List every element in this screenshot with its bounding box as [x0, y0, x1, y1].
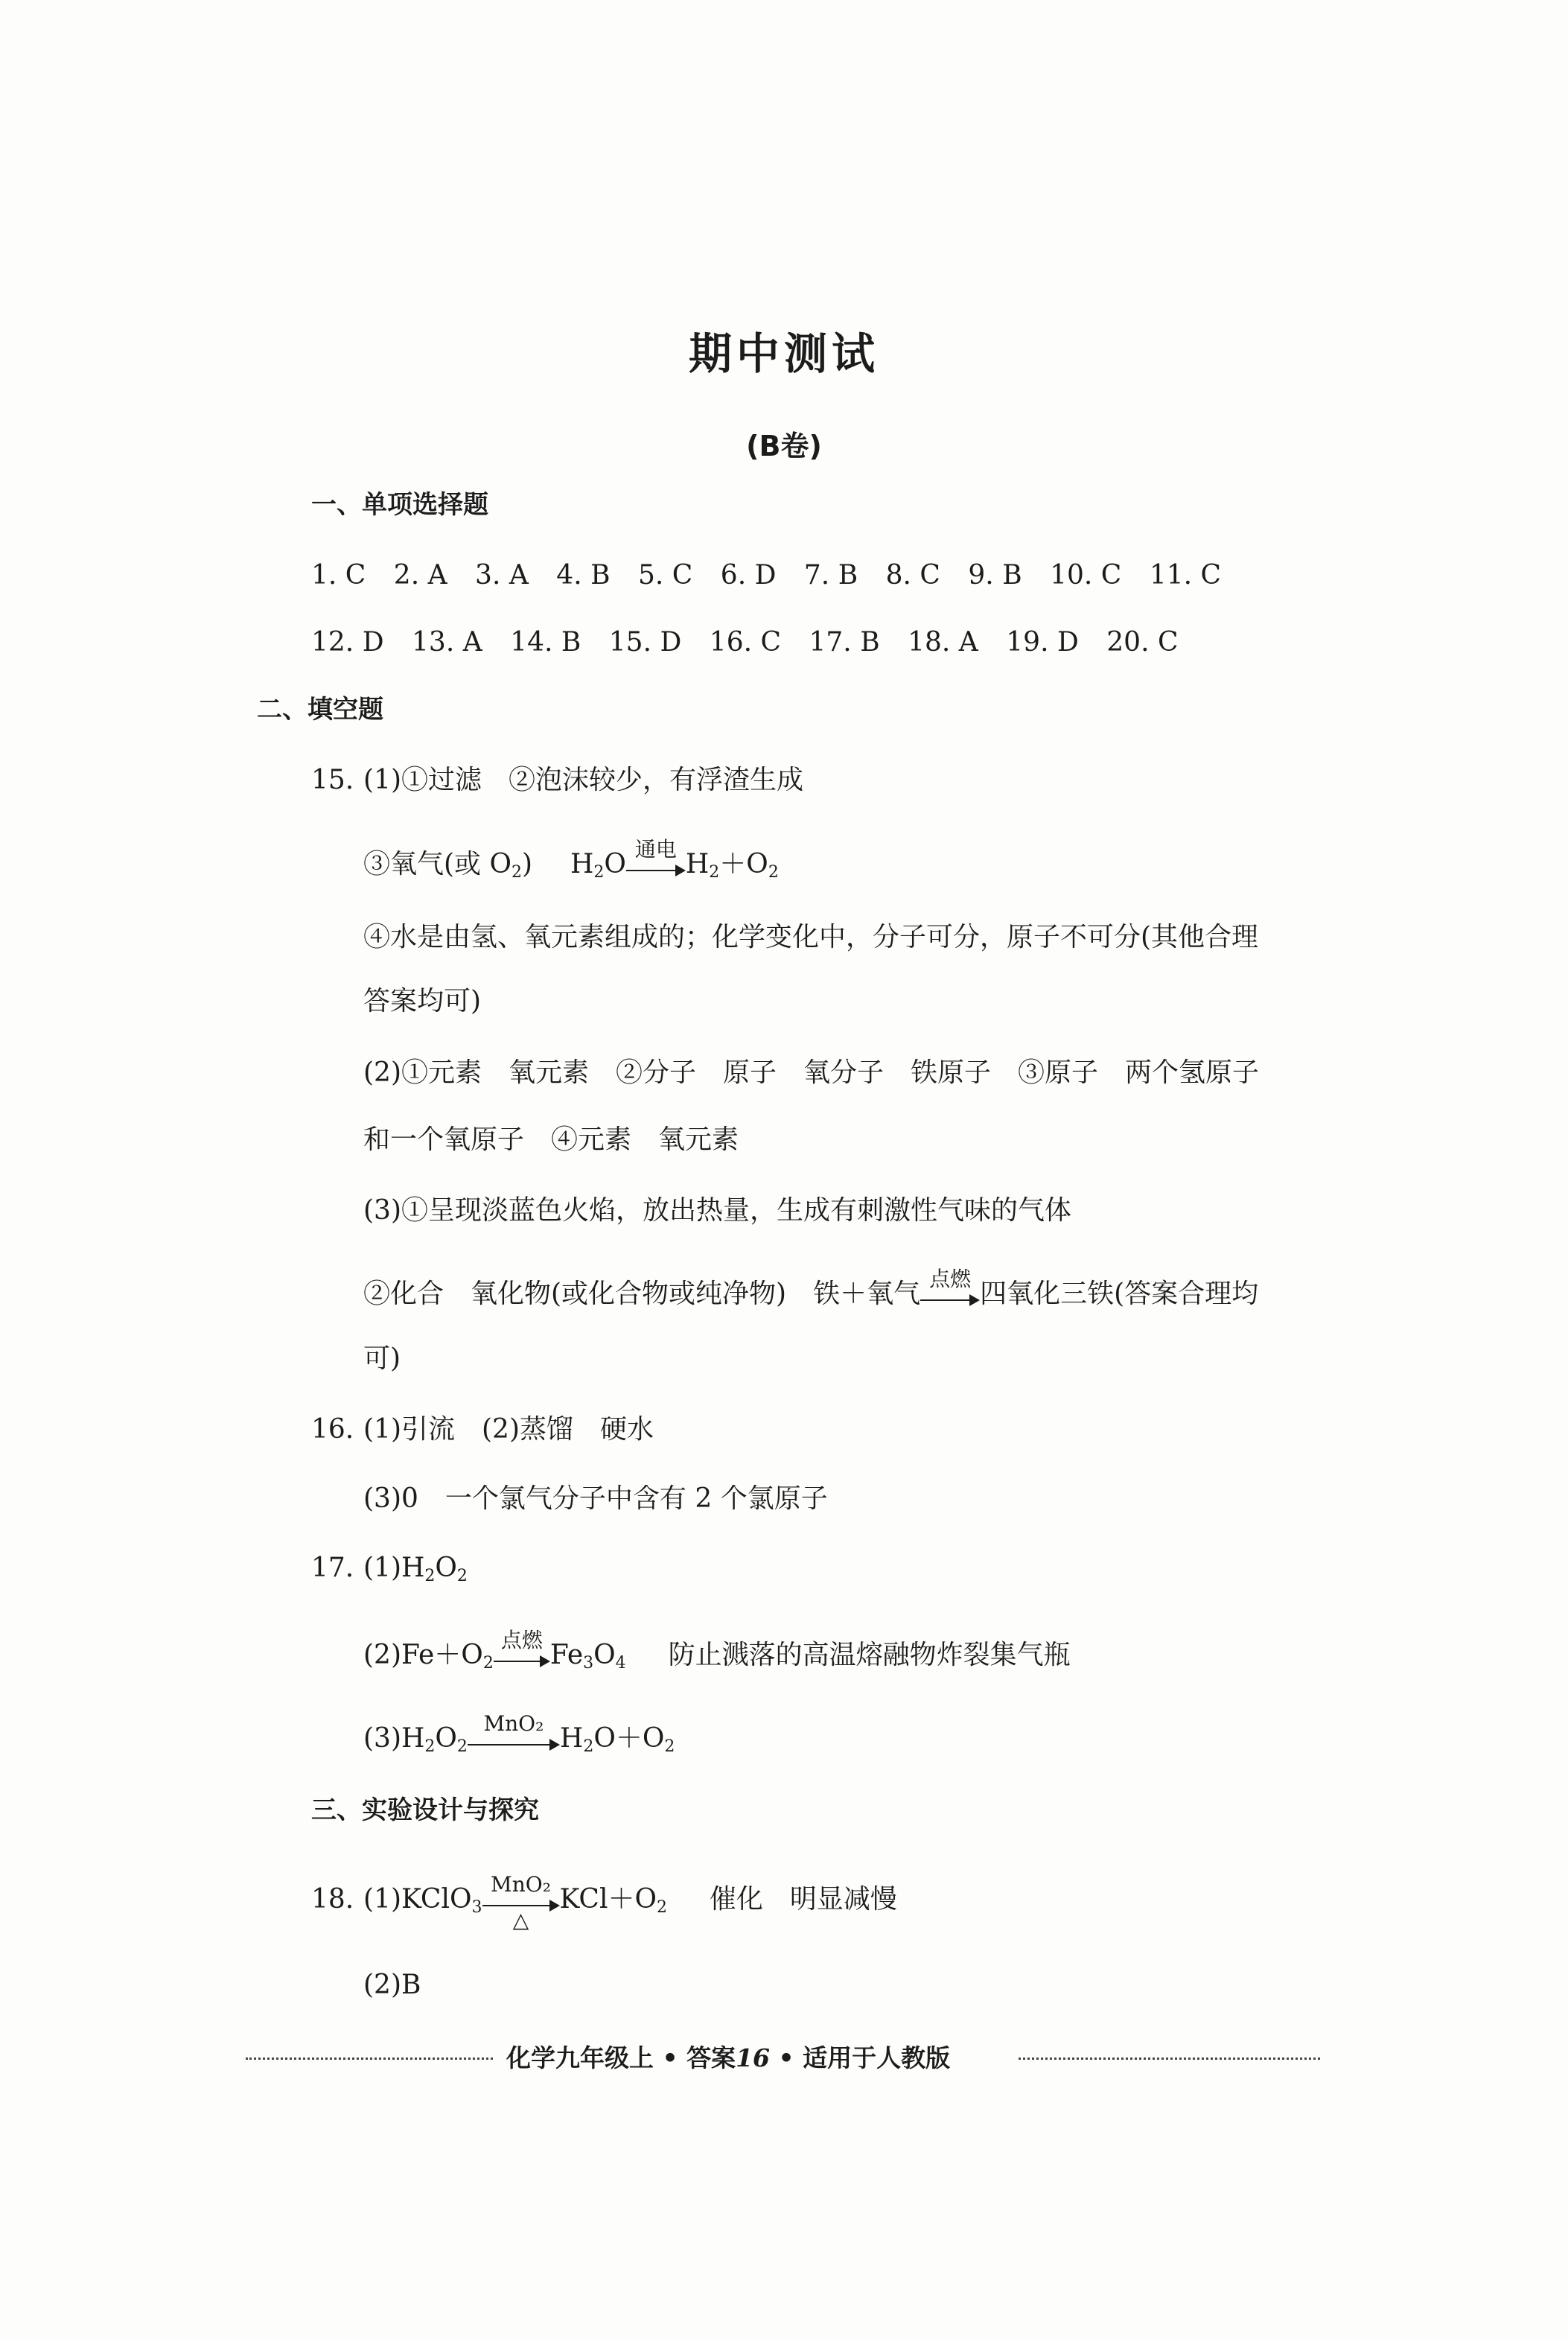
q17-line-2 [363, 1628, 1071, 1681]
reaction-arrow [468, 1711, 560, 1757]
q17-line-3 [363, 1711, 675, 1764]
answer-item: 14. B [510, 627, 581, 658]
answer-item: 3. A [475, 560, 529, 591]
q15-oxygen-text: ③氧气(或 O [363, 849, 512, 879]
condition-label: 点燃 [929, 1267, 972, 1291]
page-title: 期中测试 [688, 328, 879, 379]
equation-water-electrolysis: $H_2O$ 通电 $H_2+O_2$ [570, 837, 779, 882]
q18-line-2: (2)B [363, 1970, 421, 2000]
answer-item: 20. C [1106, 627, 1179, 658]
answers-row-1 [311, 559, 1240, 593]
footer-page-number: 16 [736, 2043, 771, 2072]
q17-line-1: $(1)H_2O_2$ [363, 1553, 468, 1585]
footer-rule-right [1019, 2058, 1320, 2060]
q15-line-8 [363, 1267, 1259, 1313]
q18-line-1 [363, 1872, 897, 1932]
q16-line-2: (3)0 一个氯气分子中含有 2 个氯原子 [363, 1483, 828, 1514]
q15-line-4: 答案均可) [363, 986, 482, 1016]
answer-item: 6. D [720, 560, 777, 591]
answer-item: 5. C [638, 560, 693, 591]
section-heading-experiment: 三、实验设计与探究 [311, 1795, 539, 1825]
equation-chlorate-decomposition: (1)KClO$_3$ MnO₂ △ $KCl+O_2$ [363, 1872, 668, 1932]
q15-line-6: 和一个氧原子 ④元素 氧元素 [363, 1124, 739, 1155]
answer-item: 10. C [1050, 560, 1122, 591]
reaction-arrow [920, 1267, 980, 1313]
answer-item: 18. A [908, 627, 978, 658]
q16-line-1: (1)引流 (2)蒸馏 硬水 [363, 1414, 654, 1445]
condition-label: 点燃 [500, 1628, 543, 1652]
condition-label: 通电 [634, 837, 677, 862]
footer-rule-left [246, 2058, 493, 2060]
reaction-arrow [626, 837, 686, 883]
footer-left: 化学九年级上 • 答案 [506, 2043, 736, 2072]
answer-item: 12. D [311, 627, 384, 658]
answer-item: 17. B [809, 627, 880, 658]
section-heading-single-choice: 一、单项选择题 [311, 490, 488, 520]
answer-item: 7. B [803, 560, 858, 591]
page-subtitle: (B卷) [746, 430, 822, 462]
q18-line-1-suffix: 催化 明显减慢 [709, 1884, 897, 1915]
q17-note: 防止溅落的高温熔融物炸裂集气瓶 [668, 1640, 1071, 1670]
q16-number: 16. [311, 1414, 354, 1445]
footer-right: • 适用于人教版 [770, 2043, 951, 2072]
answer-item: 1. C [311, 560, 366, 591]
catalyst-label: MnO₂ [491, 1872, 551, 1897]
equation-iron-combustion: $(2)Fe+O_2$ 点燃 $Fe_3O_4$ [363, 1628, 626, 1673]
q15-line-8-product: 四氧化三铁(答案合理均 [980, 1279, 1259, 1309]
q17-number: 17. [311, 1553, 354, 1583]
answer-item: 4. B [556, 560, 611, 591]
heat-symbol: △ [512, 1908, 529, 1932]
answer-item: 16. C [709, 627, 782, 658]
q15-line-3: ④水是由氢、氧元素组成的；化学变化中，分子可分，原子不可分(其他合理 [363, 922, 1259, 952]
q15-line-2: ③氧气(或 $O_2$) $H_2O$ 通电 $H_2+O_2$ [363, 837, 779, 882]
catalyst-label: MnO₂ [483, 1711, 544, 1736]
q15-number: 15. [311, 765, 354, 795]
reaction-arrow [494, 1628, 550, 1674]
footer-label [506, 2039, 950, 2074]
q15-line-5: (2)①元素 氧元素 ②分子 原子 氧分子 铁原子 ③原子 两个氢原子 [363, 1057, 1259, 1088]
equation-peroxide-decomposition: $(3)H_2O_2$ MnO₂ $H_2O+O_2$ [363, 1711, 675, 1756]
answer-item: 2. A [393, 560, 447, 591]
answer-item: 9. B [968, 560, 1022, 591]
q15-line-1: (1)①过滤 ②泡沫较少，有浮渣生成 [363, 765, 803, 795]
answer-item: 13. A [412, 627, 482, 658]
answer-item: 8. C [885, 560, 940, 591]
q15-line-7: (3)①呈现淡蓝色火焰，放出热量，生成有刺激性气味的气体 [363, 1195, 1071, 1226]
q15-line-9: 可) [363, 1343, 401, 1374]
q15-paren: ) [522, 849, 533, 879]
reaction-arrow [482, 1872, 560, 1932]
answer-item: 15. D [608, 627, 682, 658]
section-heading-fill-in: 二、填空题 [257, 695, 383, 725]
answer-item: 19. D [1006, 627, 1079, 658]
q15-line-8-text: ②化合 氧化物(或化合物或纯净物) 铁＋氧气 [363, 1279, 921, 1309]
q18-number: 18. [311, 1884, 354, 1915]
answers-row-2 [311, 626, 1198, 660]
answer-item: 11. C [1149, 560, 1222, 591]
